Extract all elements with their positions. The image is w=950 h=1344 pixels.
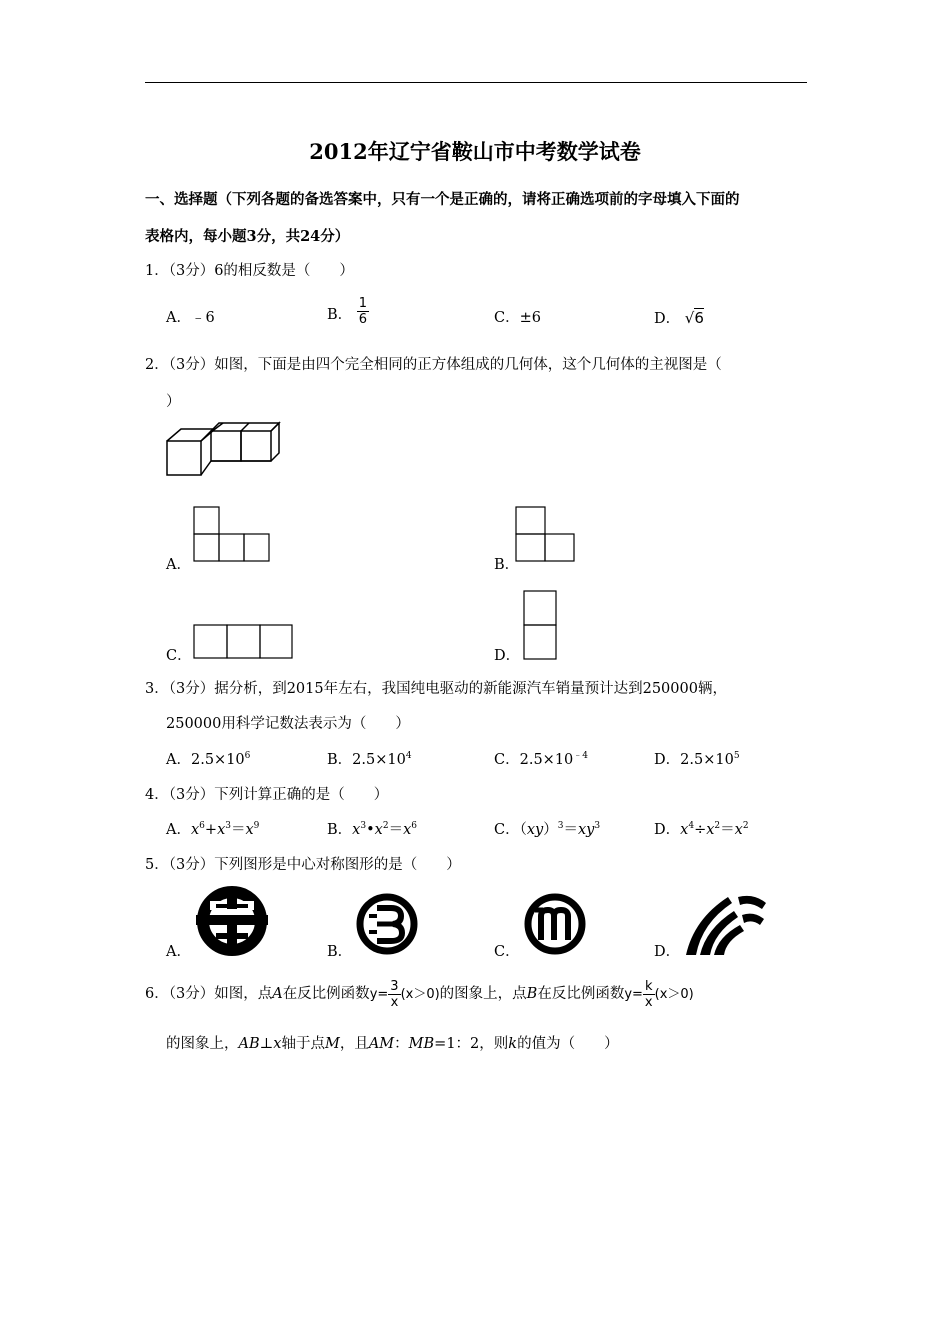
q2-stem-line2: ） [166,394,181,410]
q6-stem-line2 [166,1034,619,1054]
q3-c-exp: ﹣4 [573,751,589,761]
q4-b-label: B． [327,822,353,838]
q2-option-a-figure [193,506,273,564]
q6-l2-t7: 的值为（ ） [517,1036,619,1052]
q1-option-b [327,296,369,327]
q6-l2-t6: =1：2，则 [434,1036,509,1052]
q1-d-label: D． [654,311,681,327]
q4-d-label: D． [654,822,681,838]
q3-b-exp: 4 [405,751,412,761]
q6-l2-t3: 轴于点 [281,1036,325,1052]
q1-c-label: C． [494,310,520,326]
q6-point-a: A [272,986,283,1002]
q4-a-label: A． [166,822,191,838]
q6-func1-cond: (x＞0) [400,987,440,1002]
q1-option-a [166,308,215,328]
q6-l2-t2: ⊥ [259,1036,274,1052]
q6-point-b: B [526,986,538,1002]
q2-option-d-figure [523,590,559,662]
q1-b-fraction [357,296,369,327]
q5-option-d-logo-icon [684,893,768,957]
header-rule [145,82,807,83]
q2-cube-figure [165,423,285,478]
q1-c-value: ±6 [519,310,541,326]
q4-c-label: C． [494,822,520,838]
q3-option-c [494,750,588,770]
q6-func2-fraction [643,979,655,1010]
q2-a-label: A． [166,557,191,573]
q6-l2-t4: ，且 [339,1036,369,1052]
q6-l2-x: x [273,1036,282,1052]
q2-option-c-figure [193,624,295,662]
q6-l2-ab: AB [238,1036,260,1052]
q5-option-a-logo-icon [196,885,268,957]
q3-d-label: D． [654,752,681,768]
q5-b-label: B． [327,944,353,960]
q1-a-label: A． [166,310,191,326]
q6-l2-k: k [508,1036,518,1052]
q6-func2-den: x [644,994,653,1010]
q2-stem-line1: 2．（3分）如图，下面是由四个完全相同的正方体组成的几何体，这个几何体的主视图是（ [145,357,722,373]
q3-stem-line2: 250000用科学记数法表示为（ ） [166,716,410,732]
q6-text-mid2: 的图象上，点 [439,986,527,1002]
page-title: 2012年辽宁省鞍山市中考数学试卷 [309,139,641,164]
q1-b-denominator: 6 [358,312,368,327]
q6-l2-mb: MB [408,1036,435,1052]
q3-a-base: 2.5×10 [190,752,245,768]
q1-b-numerator: 1 [358,296,368,311]
q3-a-exp: 6 [244,751,251,761]
q3-option-a [166,750,250,770]
q3-c-base: 2.5×10 [519,752,574,768]
q1-a-value: ﹣6 [190,310,215,326]
q5-option-b-logo-icon [355,892,419,956]
q5-c-label: C． [494,944,520,960]
q5-a-label: A． [166,944,191,960]
q2-d-label: D． [494,648,521,664]
q4-option-d: D．$x^4\div x^2=x^2$ [654,821,749,838]
q3-a-label: A． [166,752,191,768]
sqrt-radical-sign: √ [684,309,695,327]
q6-func1-y: y= [369,987,389,1002]
section-heading-line2: 表格内，每小题3分，共24分） [145,228,350,245]
q6-func2-y: y= [624,987,643,1002]
q6-prefix: 6．（3分）如图，点 [145,986,273,1002]
sqrt-symbol [685,308,704,328]
q6-func2-num: k [643,979,655,995]
q6-text-mid3: 在反比例函数 [537,986,625,1002]
q2-option-b-figure [515,506,577,564]
q6-l2-m: M [324,1036,340,1052]
q6-l2-am: AM [368,1036,395,1052]
q1-option-c [494,308,541,328]
q5-d-label: D． [654,944,681,960]
q3-option-b [327,750,412,770]
q6-text-mid1: 在反比例函数 [282,986,370,1002]
q6-l2-t1: 的图象上， [166,1036,239,1052]
q4-stem: 4．（3分）下列计算正确的是（ ） [145,787,389,803]
q6-l2-t5: ： [394,1036,409,1052]
q2-c-label: C． [166,648,192,664]
q6-func1-num: 3 [390,978,399,994]
q3-stem-line1: 3．（3分）据分析，到2015年左右，我国纯电驱动的新能源汽车销量预计达到250000辆， [145,681,727,697]
q1-stem: 1．（3分）6的相反数是（ ） [145,263,354,279]
q3-b-base: 2.5×10 [352,752,406,768]
q4-option-b: B．$x^3•x^2=x^6$ [327,821,417,838]
q2-b-label: B． [494,557,520,573]
q3-b-label: B． [327,752,353,768]
q4-option-c: C．$(xy)^3=xy^3$ [494,821,601,838]
q3-d-base: 2.5×10 [680,752,734,768]
q1-b-label: B． [327,306,353,323]
q1-d-radicand: 6 [694,309,704,327]
q1-option-d [654,308,704,329]
q3-c-label: C． [494,752,520,768]
q6-func2-cond: (x＞0) [654,987,694,1002]
q6-func1-fraction [388,979,400,1010]
q6-func1-den: x [390,994,399,1010]
q5-stem: 5．（3分）下列图形是中心对称图形的是（ ） [145,857,461,873]
section-heading-line1: 一、选择题（下列各题的备选答案中，只有一个是正确的，请将正确选项前的字母填入下面的 [145,191,740,208]
q6-stem-line1 [145,977,694,1012]
q3-d-exp: 5 [733,751,740,761]
q3-option-d [654,750,740,770]
q5-option-c-logo-icon [523,892,587,956]
q4-option-a: A．$x^6+x^3=x^9$ [166,821,260,838]
